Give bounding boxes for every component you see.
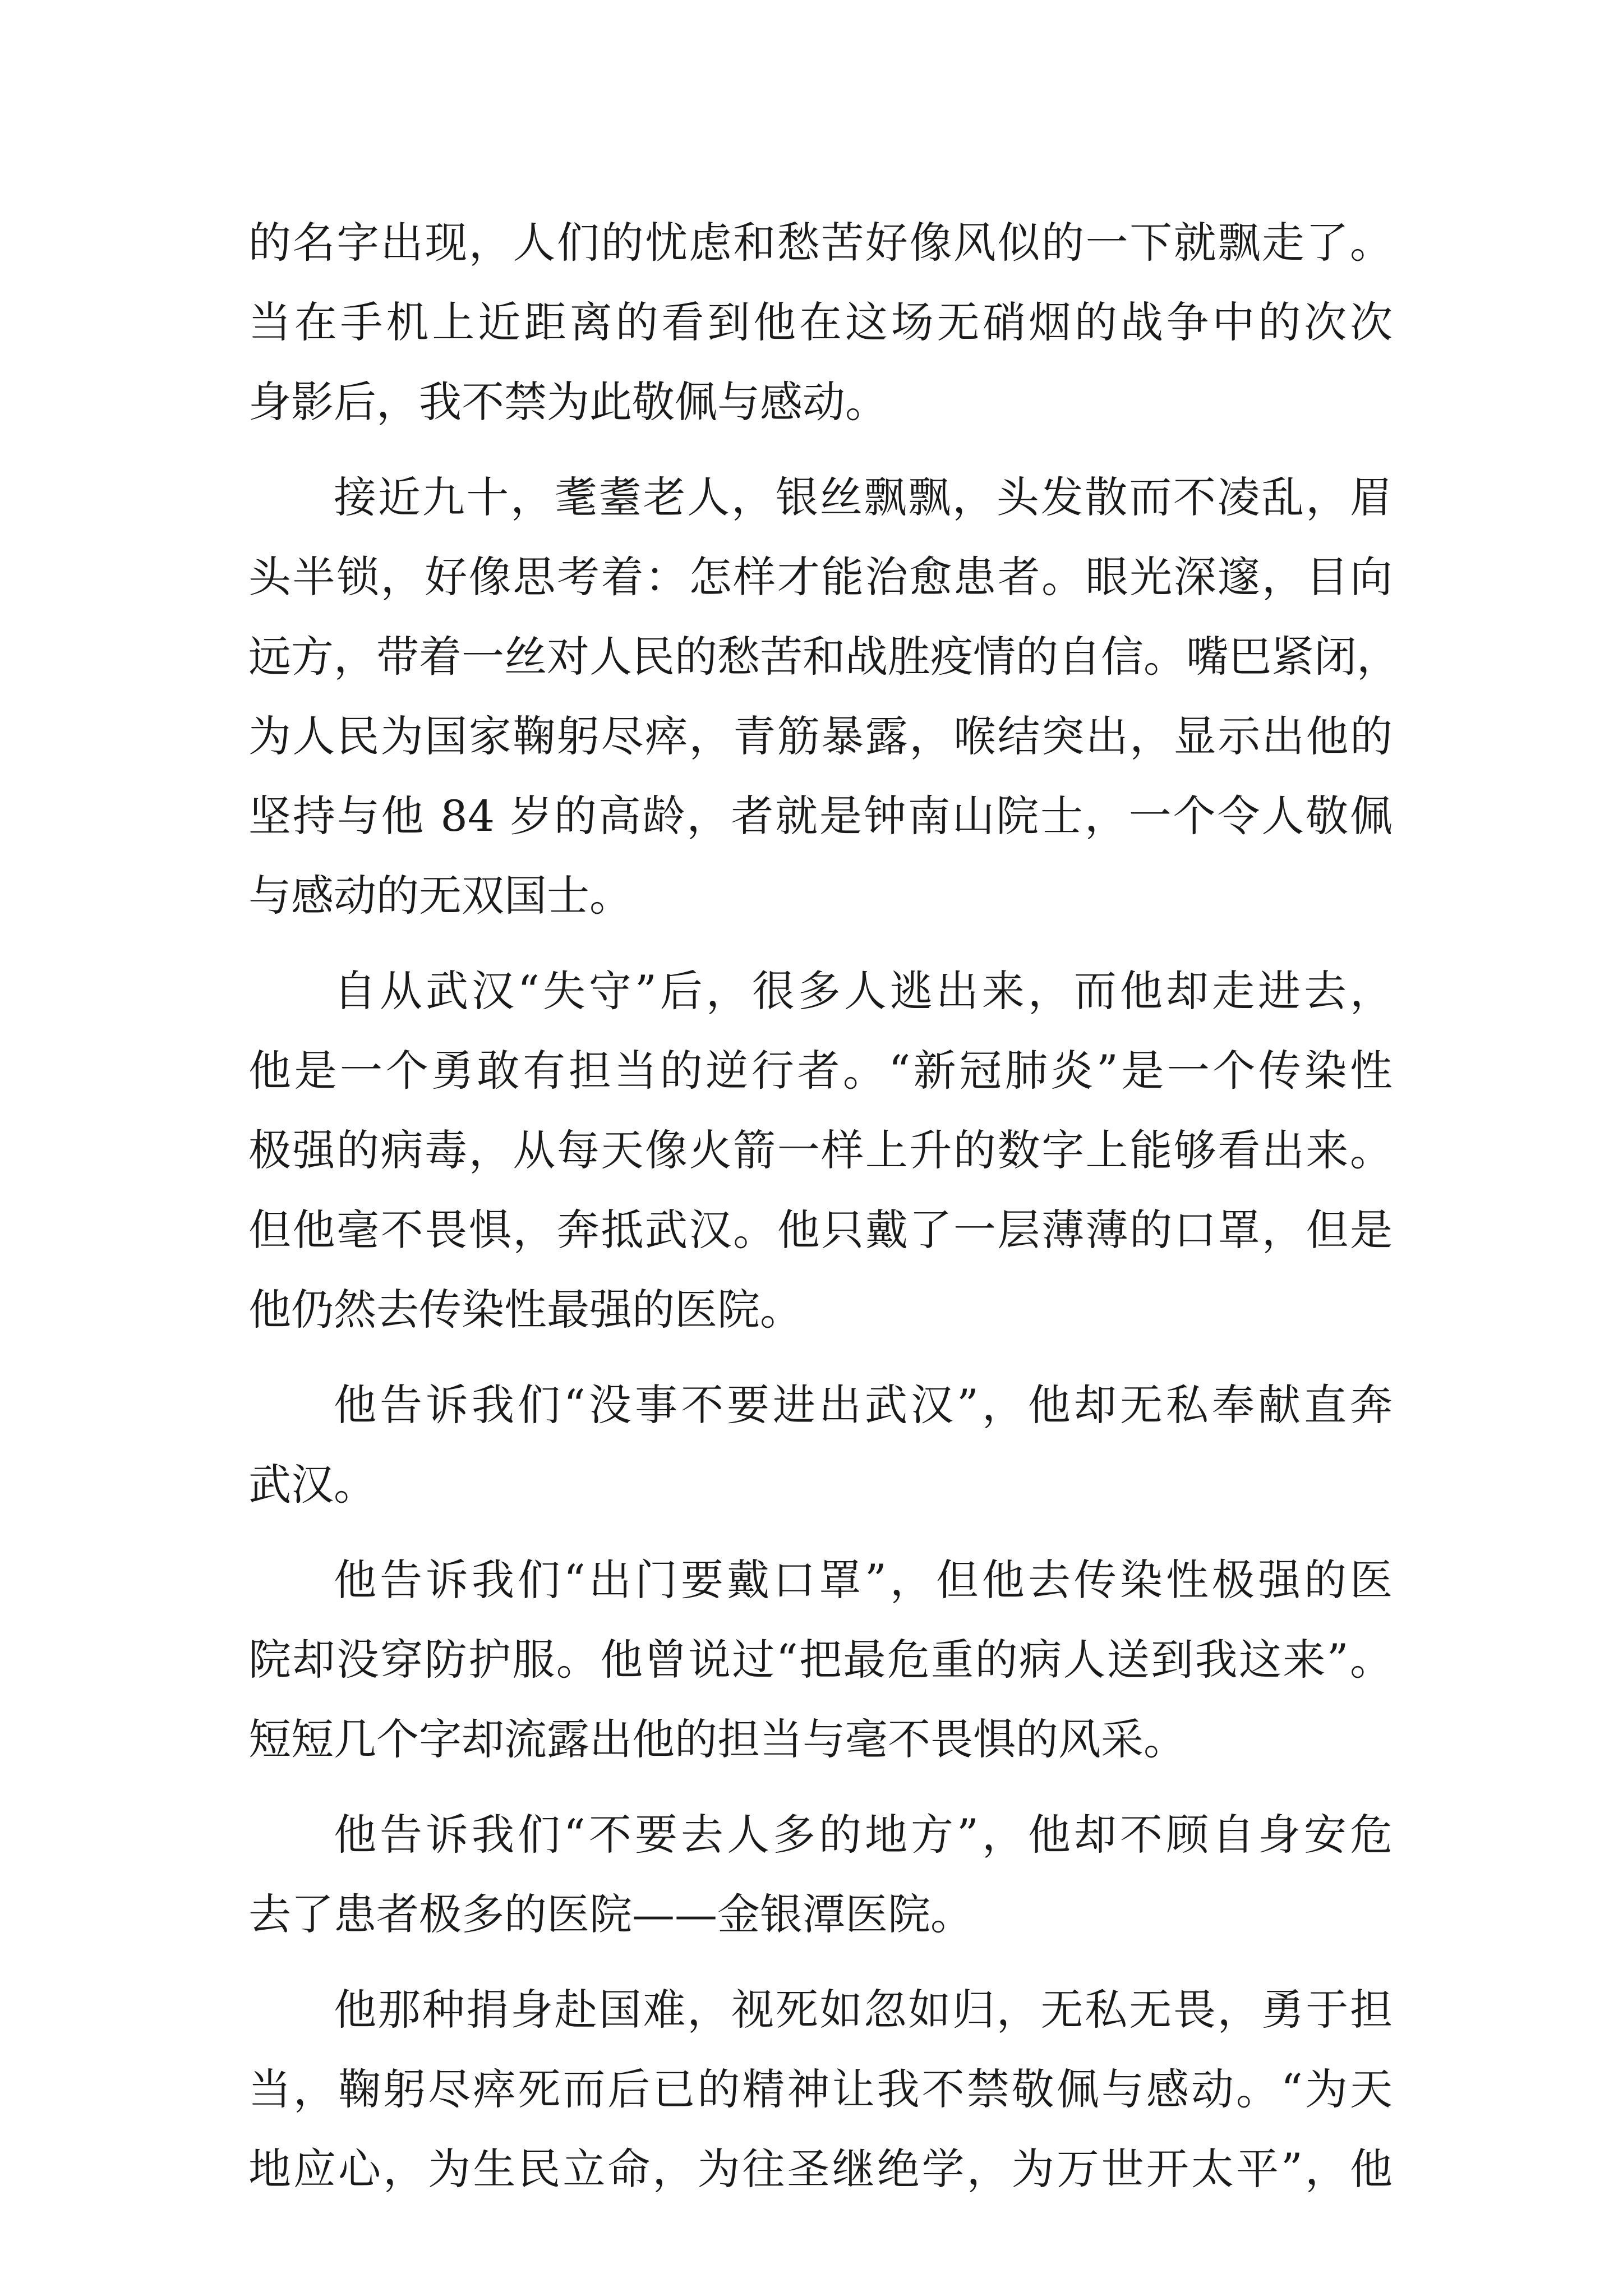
text-line: 接近九十，耄耋老人，银丝飘飘，头发散而不凌乱，眉: [334, 472, 1393, 522]
text-line: 他告诉我们“没事不要进出武汉”，他却无私奉献直奔: [334, 1380, 1393, 1430]
text-line: 坚持与他 84 岁的高龄，者就是钟南山院士，一个令人敬佩: [248, 791, 1393, 841]
text-line: 但他毫不畏惧，奔抵武汉。他只戴了一层薄薄的口罩，但是: [248, 1205, 1393, 1255]
paragraph: [248, 203, 1393, 442]
text-line: 他那种捐身赴国难，视死如忽如归，无私无畏，勇于担: [334, 1985, 1393, 2035]
text-line: 他告诉我们“不要去人多的地方”，他却不顾自身安危: [334, 1810, 1393, 1860]
text-line: 当在手机上近距离的看到他在这场无硝烟的战争中的次次: [248, 297, 1393, 347]
text-line: 极强的病毒，从每天像火箭一样上升的数字上能够看出来。: [248, 1125, 1393, 1175]
text-line: 的名字出现，人们的忧虑和愁苦好像风似的一下就飘走了。: [248, 218, 1393, 268]
text-line: 他告诉我们“出门要戴口罩”，但他去传染性极强的医: [334, 1555, 1393, 1605]
text-line: 他仍然去传染性最强的医院。: [248, 1285, 803, 1335]
text-line: 远方，带着一丝对人民的愁苦和战胜疫情的自信。嘴巴紧闭，: [248, 632, 1399, 682]
paragraph: [248, 1970, 1393, 2209]
text-line: 武汉。: [248, 1460, 376, 1510]
text-line: 地应心，为生民立命，为往圣继绝学，为万世开太平”，他: [248, 2144, 1393, 2194]
document-body: [248, 203, 1399, 2225]
paragraph: [248, 1365, 1393, 1525]
text-line: 短短几个字却流露出他的担当与毫不畏惧的风采。: [248, 1714, 1186, 1764]
text-line: 自从武汉“失守”后，很多人逃出来，而他却走进去，: [334, 966, 1393, 1016]
text-line: 头半锁，好像思考着：怎样才能治愈患者。眼光深邃，目向: [248, 552, 1393, 602]
paragraph: [248, 1540, 1393, 1779]
paragraph: [248, 1795, 1393, 1954]
paragraph: [248, 951, 1393, 1350]
paragraph: [248, 458, 1399, 936]
text-line: 当，鞠躬尽瘁死而后已的精神让我不禁敬佩与感动。“为天: [248, 2064, 1393, 2114]
text-line: 与感动的无双国士。: [248, 871, 632, 921]
text-line: 去了患者极多的医院——金银潭医院。: [248, 1889, 973, 1939]
text-line: 院却没穿防护服。他曾说过“把最危重的病人送到我这来”。: [248, 1635, 1393, 1685]
text-line: 他是一个勇敢有担当的逆行者。“新冠肺炎”是一个传染性: [248, 1046, 1393, 1096]
text-line: 身影后，我不禁为此敬佩与感动。: [248, 377, 888, 427]
text-line: 为人民为国家鞠躬尽瘁，青筋暴露，喉结突出，显示出他的: [248, 711, 1393, 761]
